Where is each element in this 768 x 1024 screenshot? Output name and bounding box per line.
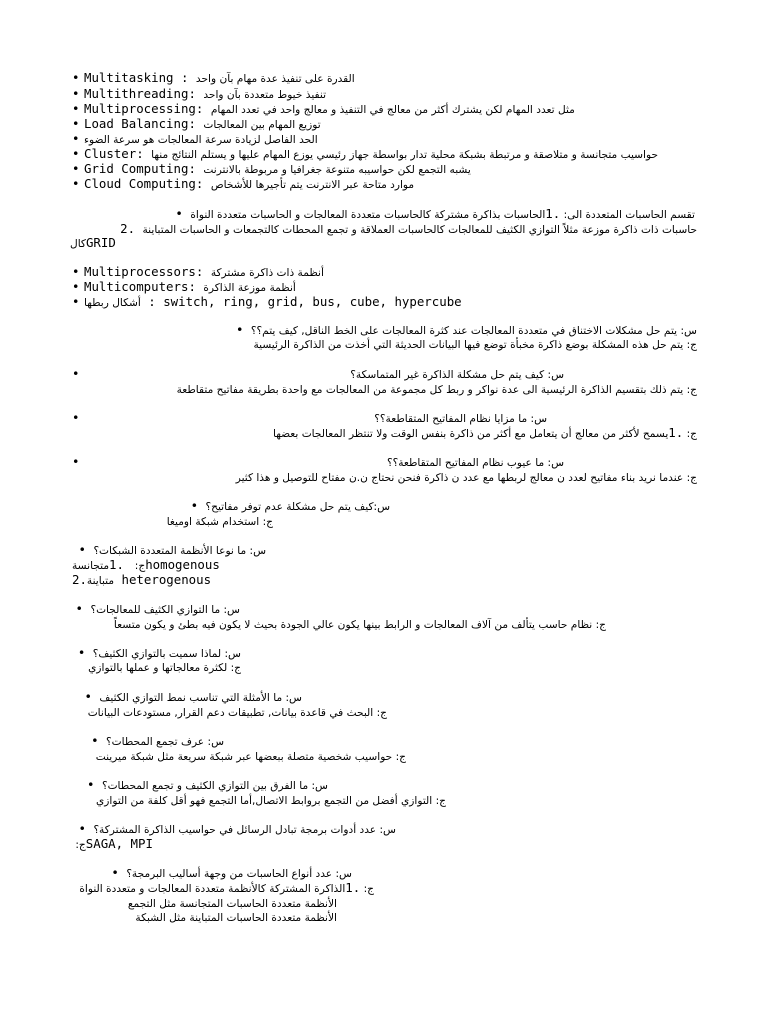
classification-line-1: تقسم الحاسبات المتعددة الى: 1.الحاسبات بذاكرة مشتركة كالحاسبات متعددة المعالجات و الحاسبات متعددة النواة • — [175, 206, 695, 221]
question-2: س: كيف يتم حل مشكلة الذاكرة غير المتماسكة؟ — [350, 369, 564, 381]
answer-4: ج: عندما نريد بناء مفاتيح لعدد ن معالج لربطها مع عدد ن ذاكرة فنحن نحتاج ن.ن مفتاح للتوصيل و هذا كثير — [235, 472, 697, 484]
definition: أشكال ربطها — [84, 297, 141, 309]
question-6: س: ما نوعا الأنظمة المتعددة الشبكات؟ • — [78, 542, 266, 557]
classification-line-2: حاسبات ذات ذاكرة موزعة مثلاً التوازي الكثيف للمعالجات كالحاسبات العملاقة و تجمع المحطات كالتجمعات و الحاسبات المتباينة 2. — [120, 221, 697, 236]
term: Multicomputers — [84, 279, 189, 294]
definition: يشبه التجمع لكن حواسيبه متنوعة جغرافيا و مربوطة بالانترنت — [203, 164, 471, 176]
bullet-marker: • — [72, 410, 80, 425]
type-item-topologies: • أشكال ربطها : switch, ring, grid, bus, cube, hypercube — [72, 294, 462, 309]
definition: أنظمة ذات ذاكرة مشتركة — [210, 267, 324, 279]
bullet-marker: • — [72, 454, 80, 469]
answer-9: ج: البحث في قاعدة بيانات, تطبيقات دعم القرار, مستودعات البيانات — [87, 707, 387, 719]
definition: توزيع المهام بين المعالجات — [203, 119, 321, 131]
question-9: س: ما الأمثلة التي تناسب نمط التوازي الكثيف • — [84, 689, 302, 704]
term: Multithreading — [84, 86, 189, 101]
answer-2: ج: يتم ذلك بتقسيم الذاكرة الرئيسية الى عدة نواكر و ربط كل مجموعة من المعالجات مع واحدة بطريقة مفاتيح متقاطعة — [176, 384, 697, 396]
term: Grid Computing — [84, 161, 189, 176]
bullet-marker: • — [72, 366, 80, 381]
question-12: س: عدد أدوات برمجة تبادل الرسائل في حواسيب الذاكرة المشتركة؟ • — [78, 821, 396, 836]
question-5: س:كيف يتم حل مشكلة عدم توفر مفاتيح؟ • — [190, 498, 390, 513]
answer-5: ج: استخدام شبكة اوميغا — [166, 516, 273, 528]
answer-3: ج: 1.يسمح لأكثر من معالج أن يتعامل مع أكثر من ذاكرة بنفس الوقت ولا تنتظر المعالجات بعضها — [272, 425, 697, 440]
term: Multiprocessing — [84, 101, 196, 116]
glossary-item-multithreading: • Multithreading: تنفيذ خيوط متعددة بآن واحد — [72, 86, 327, 101]
definition: القدرة على تنفيذ عدة مهام بآن واحد — [195, 73, 355, 85]
answer-13-line-2: الأنظمة متعددة الحاسبات المتجانسة مثل التجمع — [127, 898, 337, 910]
type-item-multiprocessors: • Multiprocessors: أنظمة ذات ذاكرة مشتركة — [72, 264, 324, 279]
type-item-multicomputers: • Multicomputers: أنظمة موزعة الذاكرة — [72, 279, 296, 294]
term: Cloud Computing — [84, 176, 196, 191]
term: Multitasking — [84, 70, 174, 85]
answer-12: ج: SAGA, MPI — [72, 836, 153, 851]
definition: الحد الفاصل لزيادة سرعة المعالجات هو سرعة الضوء — [84, 134, 318, 146]
definition: موارد متاحة عبر الانترنت يتم تأجيرها للأشخاص — [210, 179, 415, 191]
glossary-item-multiprocessing: • Multiprocessing: مثل تعدد المهام لكن يشترك أكثر من معالج في التنفيذ و معالج واحد في تعدد المهام — [72, 101, 575, 116]
glossary-item-multitasking: • Multitasking : القدرة على تنفيذ عدة مهام بآن واحد — [72, 70, 355, 85]
answer-1: ج: يتم حل هذه المشكلة بوضع ذاكرة مخبأة توضع فيها البيانات الحديثة التي أخذت من الذاكرة الرئيسية — [253, 339, 697, 351]
answer-13-line-1: ج: 1.الذاكرة المشتركة كالأنظمة متعددة المعالجات و متعددة النواة — [79, 880, 374, 895]
glossary-item-cloud-computing: • Cloud Computing: موارد متاحة عبر الانترنت يتم تأجيرها للأشخاص — [72, 176, 415, 191]
answer-13-line-3: الأنظمة متعددة الحاسبات المتباينة مثل الشبكة — [135, 912, 337, 924]
answer-10: ج: حواسيب شخصية متصلة ببعضها عبر شبكة سريعة مثل شبكة ميرينت — [95, 751, 406, 763]
definition: حواسيب متجانسة و متلاصقة و مرتبطة بشبكة محلية تدار بواسطة جهاز رئيسي يوزع المهام عليها و يستلم النتائج منها — [151, 149, 659, 161]
question-11: س: ما الفرق بين التوازي الكثيف و تجمع المحطات؟ • — [87, 777, 328, 792]
definition: تنفيذ خيوط متعددة بآن واحد — [203, 89, 327, 101]
question-7: س: ما التوازي الكثيف للمعالجات؟ • — [75, 601, 240, 616]
glossary-item-speed-of-light: • الحد الفاصل لزيادة سرعة المعالجات هو سرعة الضوء — [72, 131, 318, 146]
question-8: س: لماذا سميت بالتوازي الكثيف؟ • — [77, 645, 241, 660]
answer-6-line-1: متجانسة1. ج: homogenous — [72, 557, 220, 572]
answer-7: ج: نظام حاسب يتألف من آلاف المعالجات و الرابط بينها يكون عالي الجودة بحيث لا يكون فيه بطئ و يكون متسعاً — [113, 619, 606, 631]
term: Multiprocessors — [84, 264, 196, 279]
question-3: س: ما مزايا نظام المفاتيح المتقاطعة؟؟ — [374, 413, 547, 425]
question-1: س: يتم حل مشكلات الاختناق في متعددة المعالجات عند كثرة المعالجات على الخط الناقل, كيف يتم؟؟ • — [235, 322, 697, 337]
term: switch, ring, grid, bus, cube, hypercube — [163, 294, 462, 309]
glossary-item-grid-computing: • Grid Computing: يشبه التجمع لكن حواسيبه متنوعة جغرافيا و مربوطة بالانترنت — [72, 161, 471, 176]
classification-line-3: كالGRID — [70, 235, 116, 250]
question-13: س: عدد أنواع الحاسبات من وجهة أساليب البرمجة؟ • — [111, 865, 352, 880]
glossary-item-load-balancing: • Load Balancing: توزيع المهام بين المعالجات — [72, 116, 321, 131]
definition: أنظمة موزعة الذاكرة — [203, 282, 296, 294]
question-10: س: عرف تجمع المحطات؟ • — [91, 733, 224, 748]
term: Load Balancing — [84, 116, 189, 131]
glossary-item-cluster: • Cluster: حواسيب متجانسة و متلاصقة و مرتبطة بشبكة محلية تدار بواسطة جهاز رئيسي يوزع المهام عليها و يستلم النتائج منها — [72, 146, 659, 161]
definition: مثل تعدد المهام لكن يشترك أكثر من معالج في التنفيذ و معالج واحد في تعدد المهام — [210, 104, 575, 116]
answer-8: ج: لكثرة معالجاتها و عملها بالتوازي — [88, 662, 241, 674]
answer-6-line-2: 2.متباينة heterogenous — [72, 572, 212, 587]
term: Cluster — [84, 146, 137, 161]
answer-11: ج: التوازي أفضل من التجمع بروابط الاتصال,أما التجمع فهو أقل كلفة من التوازي — [96, 795, 446, 807]
question-4: س: ما عيوب نظام المفاتيح المتقاطعة؟؟ — [386, 457, 564, 469]
